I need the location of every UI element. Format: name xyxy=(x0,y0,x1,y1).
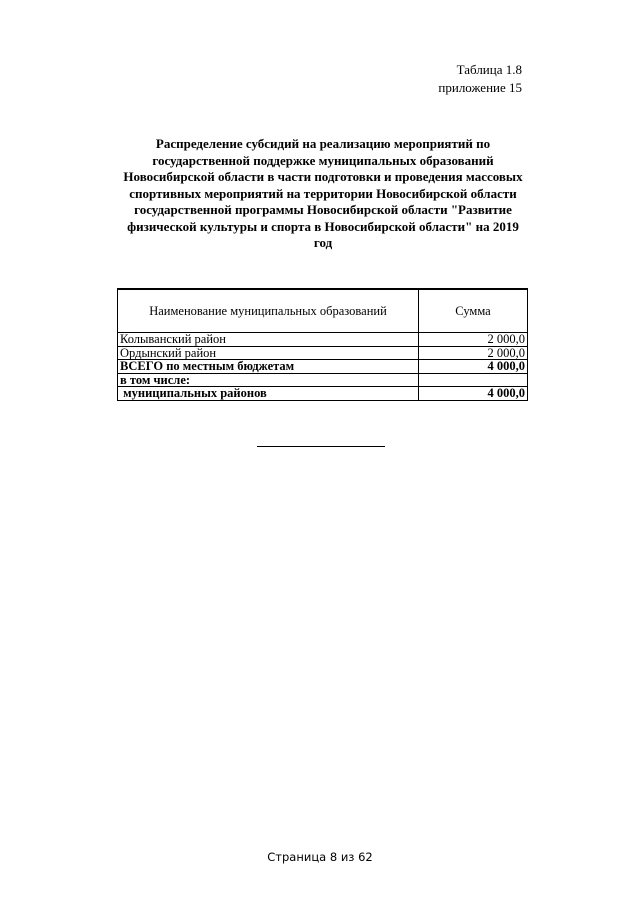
table-row-subtotal xyxy=(118,387,528,401)
row-sum: 4 000,0 xyxy=(419,387,528,401)
row-name: в том числе: xyxy=(118,373,419,387)
table-row xyxy=(118,333,528,347)
row-name: муниципальных районов xyxy=(118,387,419,401)
page-number: Страница 8 из 62 xyxy=(267,850,373,864)
row-name: Колыванский район xyxy=(118,333,419,347)
row-sum: 2 000,0 xyxy=(419,346,528,360)
appendix-number: приложение 15 xyxy=(438,80,522,95)
subsidy-table xyxy=(117,288,528,401)
separator-line xyxy=(257,446,385,447)
table-number: Таблица 1.8 xyxy=(456,62,522,77)
table-row xyxy=(118,346,528,360)
row-sum: 2 000,0 xyxy=(419,333,528,347)
row-name: Ордынский район xyxy=(118,346,419,360)
document-title: Распределение субсидий на реализацию мероприятий по государственной поддержке муниципальных образований Новосибирской области в части подготовки и проведения массовых спортивных мероприятий на территории Новосибирской области государственной программы Новосибирской области "Развитие физической культуры и спорта в Новосибирской области" на 2019 год xyxy=(123,136,523,250)
column-header-name: Наименование муниципальных образований xyxy=(118,289,419,333)
table-row-total xyxy=(118,360,528,374)
table-header-row xyxy=(118,289,528,333)
row-sum: 4 000,0 xyxy=(419,360,528,374)
row-name: ВСЕГО по местным бюджетам xyxy=(118,360,419,374)
column-header-sum: Сумма xyxy=(419,289,528,333)
table-row-subheading xyxy=(118,373,528,387)
row-sum xyxy=(419,373,528,387)
